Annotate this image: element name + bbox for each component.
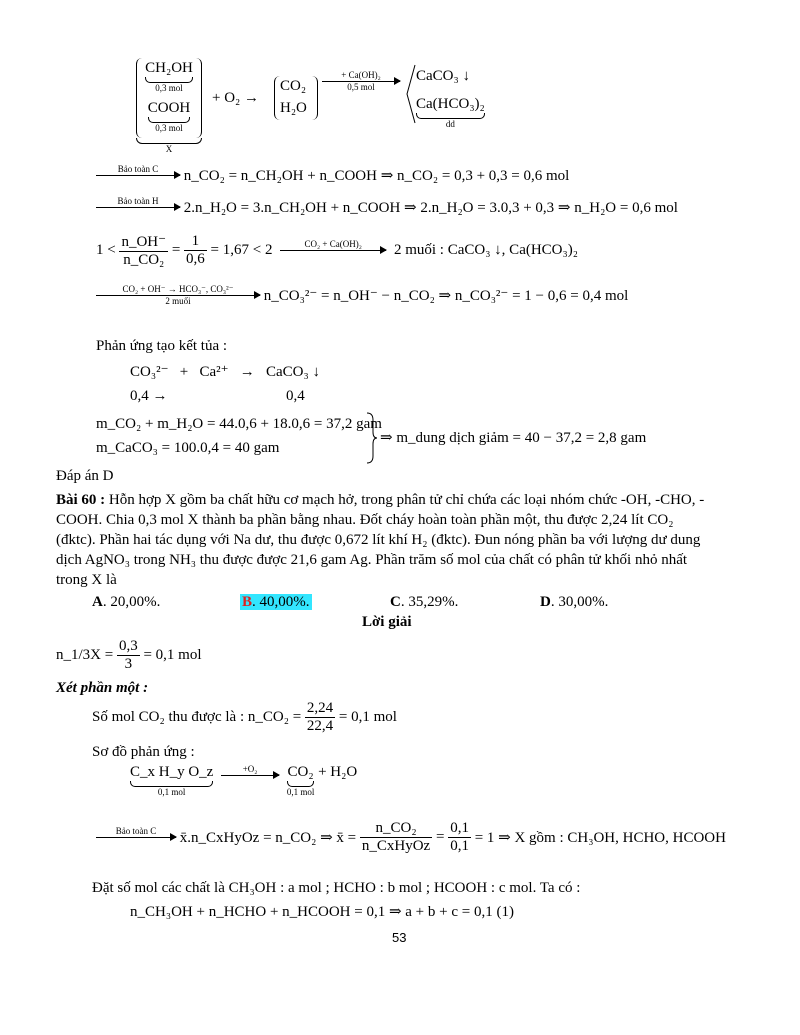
- n13-line: n_1/3X = $\frac{0,3}{3}$ = 0,1 mol: [56, 638, 202, 672]
- x-species-1: CH₂OH 0,3 mol: [145, 60, 193, 93]
- option-d: D. 30,00%.: [540, 594, 609, 610]
- ppt-val-right: 0,4: [286, 388, 305, 404]
- option-b: B. 40,00%.: [242, 594, 310, 610]
- scheme-1: [136, 58, 496, 158]
- ppt-val-left: 0,4 →: [130, 388, 168, 404]
- xbar-line: Bảo toàn C x̄.n_CxHyOz = n_CO₂ ⇒ x̄ = $\frac{\text{n\_CO₂}}{\text{n\_CxHyOz}}$ = $\frac{0,1}{0,1}$ = 1 ⇒ X gồm : CH₃OH, HCHO, HCOOH: [96, 820, 726, 855]
- mass-line-1: m_CO₂ + m_H₂O = 44.0,6 + 18.0,6 = 37,2 gam: [96, 416, 382, 432]
- page-number: 53: [392, 930, 407, 945]
- answer-line: Đáp án D: [56, 468, 114, 484]
- mass-brace: [366, 412, 378, 464]
- scheme-title: Sơ đồ phản ứng :: [92, 744, 195, 760]
- x-underbrace: X: [136, 138, 202, 154]
- co2-line: Số mol CO₂ thu được là : n_CO₂ = $\frac{2,24}{22,4}$ = 0,1 mol: [92, 700, 397, 734]
- solution-title: Lời giải: [362, 614, 412, 630]
- scheme-2: C_x H_y O_z 0,1 mol +O₂ CO₂ 0,1 mol + H₂O: [130, 764, 358, 797]
- option-a: A. 20,00%.: [92, 594, 161, 610]
- problem-title: Bài 60 :: [56, 492, 106, 508]
- product-co2: CO₂: [280, 78, 307, 94]
- bt-c-line: Bảo toàn C n_CO₂ = n_CH₂OH + n_COOH ⇒ n_CO₂ = 0,3 + 0,3 = 0,6 mol: [96, 164, 569, 187]
- ppt-title: Phản ứng tạo kết tủa :: [96, 338, 228, 354]
- split-bracket: [406, 64, 416, 124]
- mass-result: ⇒ m_dung dịch giảm = 40 − 37,2 = 2,8 gam: [380, 430, 647, 446]
- eq1-line: n_CH₃OH + n_HCHO + n_HCOOH = 0,1 ⇒ a + b + c = 0,1 (1): [130, 904, 514, 920]
- mass-line-2: m_CaCO₃ = 100.0,4 = 40 gam: [96, 440, 280, 456]
- x-species-2: COOH 0,3 mol: [147, 100, 191, 133]
- set-mol-line: Đặt số mol các chất là CH₃OH : a mol ; HCHO : b mol ; HCOOH : c mol. Ta có :: [92, 880, 581, 896]
- reagent-arrow: + Ca(OH)₂ 0,5 mol: [322, 70, 402, 93]
- product-h2o: H₂O: [280, 100, 307, 116]
- ppt-eq-row: CO₃²⁻ + Ca²⁺ → CaCO₃ ↓: [130, 364, 320, 380]
- ppt-caco3: CaCO₃ ↓: [416, 68, 470, 84]
- option-c: C. 35,29%.: [390, 594, 459, 610]
- bt-h-line: Bảo toàn H 2.n_H₂O = 3.n_CH₂OH + n_COOH ⇒ 2.n_H₂O = 3.0,3 + 0,3 ⇒ n_H₂O = 0,6 mol: [96, 196, 678, 219]
- part1-title: Xét phần một :: [56, 680, 149, 696]
- plus-o2: + O₂ →: [212, 90, 260, 106]
- oh-line: CO₂ + OH⁻ → HCO₃⁻, CO₃²⁻ 2 muối n_CO₃²⁻ = n_OH⁻ − n_CO₂ ⇒ n_CO₃²⁻ = 1 − 0,6 = 0,4 mol: [96, 284, 628, 307]
- problem-text: Bài 60 : Hỗn hợp X gồm ba chất hữu cơ mạch hở, trong phân tử chỉ chứa các loại nhóm chức -OH, -CHO, - COOH. Chia 0,3 mol X thành ba phần bằng nhau. Đốt cháy hoàn toàn phần một, thu được 2,24 lít CO₂ (đktc). Phần hai tác dụng với Na dư, thu được 0,672 lít khí H₂ (đktc). Đun nóng phần ba với lượng dư dung dịch AgNO₃ trong NH₃ thu được được 21,6 gam Ag. Phần trăm số mol của chất có phân tử khối nhỏ nhất trong X là: [56, 492, 705, 588]
- ppt-cahco3: Ca(HCO₃)₂ dd: [416, 96, 485, 129]
- ratio-line: 1 < $\frac{n\_OH^-}{\text{n\_CO₂}}$ = $\frac{1}{0,6}$ = 1,67 < 2 CO₂ + Ca(OH)₂ 2 muối : CaCO₃ ↓, Ca(HCO₃)₂: [96, 233, 578, 268]
